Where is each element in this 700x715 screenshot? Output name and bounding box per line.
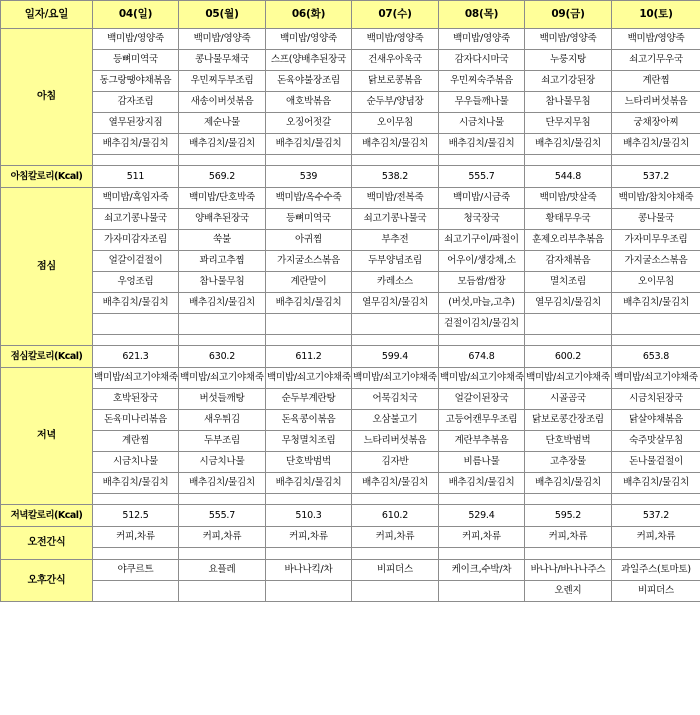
menu-cell: 닭보로콩볶음 bbox=[352, 71, 439, 92]
calorie-value: 611.2 bbox=[266, 346, 352, 368]
menu-cell: 쑥불 bbox=[179, 230, 266, 251]
menu-cell bbox=[93, 314, 179, 335]
header-day: 04(일) bbox=[93, 1, 179, 29]
menu-cell: 백미밥/쇠고기야채죽 bbox=[179, 368, 266, 389]
empty-cell bbox=[439, 494, 525, 505]
menu-cell: 백미밥/맛살죽 bbox=[525, 188, 612, 209]
menu-cell: 애호박볶음 bbox=[266, 92, 352, 113]
menu-cell: 열무김치/물김치 bbox=[352, 293, 439, 314]
menu-cell: 백미밥/쇠고기야채죽 bbox=[266, 368, 352, 389]
menu-cell: 백미밥/참치야채죽 bbox=[612, 188, 700, 209]
menu-cell bbox=[352, 314, 439, 335]
empty-cell bbox=[439, 335, 525, 346]
menu-cell: 백미밥/영양죽 bbox=[266, 29, 352, 50]
menu-cell: 감자조림 bbox=[93, 92, 179, 113]
snack-cell bbox=[93, 581, 179, 602]
menu-cell: 백미밥/전복죽 bbox=[352, 188, 439, 209]
menu-cell: 단무지무침 bbox=[525, 113, 612, 134]
menu-cell: 쇠고기콩나물국 bbox=[93, 209, 179, 230]
menu-cell: 숙주맛살무침 bbox=[612, 431, 700, 452]
menu-cell: 돈육미나리볶음 bbox=[93, 410, 179, 431]
menu-cell: 순두부계란탕 bbox=[266, 389, 352, 410]
calorie-value: 512.5 bbox=[93, 505, 179, 527]
menu-cell: 배추김치/물김치 bbox=[266, 134, 352, 155]
menu-cell: 배추김치/물김치 bbox=[525, 134, 612, 155]
calorie-label: 저녁칼로리(Kcal) bbox=[1, 505, 93, 527]
menu-cell: 백미밥/영양죽 bbox=[612, 29, 700, 50]
menu-cell: 얼갈이된장국 bbox=[439, 389, 525, 410]
menu-cell: 시금치나물 bbox=[439, 113, 525, 134]
menu-cell: 열무된장지짐 bbox=[93, 113, 179, 134]
menu-cell: 쇠고기콩나물국 bbox=[352, 209, 439, 230]
menu-cell: 비름나물 bbox=[439, 452, 525, 473]
menu-cell: 백미밥/쇠고기야채죽 bbox=[439, 368, 525, 389]
snack-cell: 커피,차류 bbox=[352, 527, 439, 548]
calorie-value: 610.2 bbox=[352, 505, 439, 527]
menu-cell: 닭보로콩간장조림 bbox=[525, 410, 612, 431]
menu-cell: 배추김치/물김치 bbox=[93, 293, 179, 314]
menu-cell: 어우이/생강채,소 bbox=[439, 251, 525, 272]
menu-cell: 감자다시마국 bbox=[439, 50, 525, 71]
empty-cell bbox=[525, 335, 612, 346]
empty-cell bbox=[352, 548, 439, 560]
header-day: 08(목) bbox=[439, 1, 525, 29]
pm-snack-label: 오후간식 bbox=[1, 560, 93, 602]
snack-cell: 바나나/바나나주스 bbox=[525, 560, 612, 581]
menu-cell: 순두부/양념장 bbox=[352, 92, 439, 113]
menu-cell: 감자채볶음 bbox=[525, 251, 612, 272]
menu-cell: (버섯,마늘,고추) bbox=[439, 293, 525, 314]
snack-cell: 비피더스 bbox=[352, 560, 439, 581]
menu-cell: 배추김치/물김치 bbox=[612, 473, 700, 494]
menu-cell: 배추김치/물김치 bbox=[179, 134, 266, 155]
menu-cell: 가지굴소스볶음 bbox=[266, 251, 352, 272]
menu-cell: 오삼불고기 bbox=[352, 410, 439, 431]
calorie-value: 600.2 bbox=[525, 346, 612, 368]
header-day: 10(토) bbox=[612, 1, 700, 29]
menu-cell: 겉절이김치/물김치 bbox=[439, 314, 525, 335]
menu-cell: 콩나물국 bbox=[612, 209, 700, 230]
menu-cell: 스프(양배추된장국 bbox=[266, 50, 352, 71]
snack-cell: 비피더스 bbox=[612, 581, 700, 602]
menu-cell: 계란말이 bbox=[266, 272, 352, 293]
calorie-value: 537.2 bbox=[612, 505, 700, 527]
menu-cell: 궁채장아찌 bbox=[612, 113, 700, 134]
menu-cell: 고추장물 bbox=[525, 452, 612, 473]
empty-cell bbox=[93, 155, 179, 166]
menu-cell: 쇠고기구이/파절이 bbox=[439, 230, 525, 251]
menu-cell: 황태무우국 bbox=[525, 209, 612, 230]
calorie-value: 653.8 bbox=[612, 346, 700, 368]
empty-cell bbox=[179, 494, 266, 505]
menu-cell: 고등어캔무우조림 bbox=[439, 410, 525, 431]
menu-cell: 꽈리고추찜 bbox=[179, 251, 266, 272]
menu-cell: 시금치나물 bbox=[179, 452, 266, 473]
empty-cell bbox=[352, 494, 439, 505]
menu-cell: 계란찜 bbox=[93, 431, 179, 452]
menu-cell: 모듬쌈/쌈장 bbox=[439, 272, 525, 293]
menu-cell: 닭살야채볶음 bbox=[612, 410, 700, 431]
calorie-value: 569.2 bbox=[179, 166, 266, 188]
empty-cell bbox=[439, 548, 525, 560]
menu-cell: 두부조림 bbox=[179, 431, 266, 452]
snack-cell: 오렌지 bbox=[525, 581, 612, 602]
menu-cell: 백미밥/흑임자죽 bbox=[93, 188, 179, 209]
header-date-day-label: 일자/요일 bbox=[1, 1, 93, 29]
menu-cell: 백미밥/쇠고기야채죽 bbox=[525, 368, 612, 389]
calorie-value: 630.2 bbox=[179, 346, 266, 368]
menu-cell: 배추김치/물김치 bbox=[525, 473, 612, 494]
menu-cell: 배추김치/물김치 bbox=[179, 293, 266, 314]
menu-cell: 우엉조림 bbox=[93, 272, 179, 293]
menu-cell: 배추김치/물김치 bbox=[266, 473, 352, 494]
calorie-value: 555.7 bbox=[179, 505, 266, 527]
menu-cell: 배추김치/물김치 bbox=[612, 134, 700, 155]
calorie-value: 621.3 bbox=[93, 346, 179, 368]
menu-cell: 참나물무침 bbox=[179, 272, 266, 293]
menu-table-body bbox=[1, 1, 700, 602]
menu-cell: 청국장국 bbox=[439, 209, 525, 230]
empty-cell bbox=[93, 494, 179, 505]
menu-cell: 시골곰국 bbox=[525, 389, 612, 410]
menu-cell bbox=[612, 314, 700, 335]
menu-cell: 멸치조림 bbox=[525, 272, 612, 293]
menu-cell: 우민찌숙주볶음 bbox=[439, 71, 525, 92]
calorie-value: 537.2 bbox=[612, 166, 700, 188]
empty-cell bbox=[266, 548, 352, 560]
menu-cell: 백미밥/영양죽 bbox=[93, 29, 179, 50]
calorie-value: 595.2 bbox=[525, 505, 612, 527]
empty-cell bbox=[612, 335, 700, 346]
menu-cell: 무우들깨나물 bbox=[439, 92, 525, 113]
menu-cell: 백미밥/영양죽 bbox=[179, 29, 266, 50]
menu-cell: 배추김치/물김치 bbox=[612, 293, 700, 314]
empty-cell bbox=[266, 155, 352, 166]
empty-cell bbox=[352, 335, 439, 346]
empty-cell bbox=[93, 548, 179, 560]
calorie-value: 539 bbox=[266, 166, 352, 188]
menu-cell: 얼갈이겉절이 bbox=[93, 251, 179, 272]
menu-cell: 단호박범벅 bbox=[266, 452, 352, 473]
empty-cell bbox=[179, 335, 266, 346]
empty-cell bbox=[525, 494, 612, 505]
menu-cell: 단호박범벅 bbox=[525, 431, 612, 452]
snack-cell: 커피,차류 bbox=[93, 527, 179, 548]
menu-cell: 돈나물겉절이 bbox=[612, 452, 700, 473]
menu-cell: 돈육야불장조림 bbox=[266, 71, 352, 92]
menu-cell: 김자반 bbox=[352, 452, 439, 473]
menu-cell: 누룽지탕 bbox=[525, 50, 612, 71]
menu-cell: 부추전 bbox=[352, 230, 439, 251]
menu-cell: 쇠고기무우국 bbox=[612, 50, 700, 71]
menu-cell: 오이무침 bbox=[612, 272, 700, 293]
menu-cell: 백미밥/단호박죽 bbox=[179, 188, 266, 209]
menu-cell: 오이무침 bbox=[352, 113, 439, 134]
empty-cell bbox=[179, 155, 266, 166]
menu-cell: 계란부추볶음 bbox=[439, 431, 525, 452]
menu-cell bbox=[266, 314, 352, 335]
calorie-value: 511 bbox=[93, 166, 179, 188]
menu-cell: 백미밥/쇠고기야채죽 bbox=[93, 368, 179, 389]
menu-cell: 가지굴소스볶음 bbox=[612, 251, 700, 272]
snack-cell: 커피,차류 bbox=[612, 527, 700, 548]
meal-label: 점심 bbox=[1, 188, 93, 346]
menu-cell: 오징어젓갈 bbox=[266, 113, 352, 134]
menu-cell: 시금치된장국 bbox=[612, 389, 700, 410]
snack-cell bbox=[439, 581, 525, 602]
menu-cell: 등뼈미역국 bbox=[266, 209, 352, 230]
menu-cell: 백미밥/쇠고기야채죽 bbox=[352, 368, 439, 389]
calorie-label: 아침칼로리(Kcal) bbox=[1, 166, 93, 188]
snack-cell: 커피,차류 bbox=[439, 527, 525, 548]
empty-cell bbox=[266, 494, 352, 505]
empty-cell bbox=[525, 155, 612, 166]
empty-cell bbox=[352, 155, 439, 166]
menu-cell: 돈육콩이볶음 bbox=[266, 410, 352, 431]
header-day: 06(화) bbox=[266, 1, 352, 29]
menu-cell: 건새우아욱국 bbox=[352, 50, 439, 71]
menu-cell: 배추김치/물김치 bbox=[93, 473, 179, 494]
snack-cell bbox=[266, 581, 352, 602]
menu-cell: 아귀찜 bbox=[266, 230, 352, 251]
menu-cell: 배추김치/물김치 bbox=[179, 473, 266, 494]
snack-cell: 케이크,수박/차 bbox=[439, 560, 525, 581]
menu-cell: 배추김치/물김치 bbox=[352, 473, 439, 494]
calorie-value: 599.4 bbox=[352, 346, 439, 368]
menu-cell: 호박된장국 bbox=[93, 389, 179, 410]
calorie-value: 544.8 bbox=[525, 166, 612, 188]
menu-cell bbox=[179, 314, 266, 335]
meal-label: 아침 bbox=[1, 29, 93, 166]
menu-cell: 백미밥/영양죽 bbox=[352, 29, 439, 50]
calorie-value: 529.4 bbox=[439, 505, 525, 527]
menu-cell: 백미밥/옥수수죽 bbox=[266, 188, 352, 209]
menu-cell: 참나물무침 bbox=[525, 92, 612, 113]
menu-cell: 백미밥/쇠고기야채죽 bbox=[612, 368, 700, 389]
snack-cell bbox=[179, 581, 266, 602]
menu-cell: 가자미무우조림 bbox=[612, 230, 700, 251]
menu-cell: 배추김치/물김치 bbox=[439, 134, 525, 155]
snack-cell: 야쿠르트 bbox=[93, 560, 179, 581]
menu-cell: 우민찌두부조림 bbox=[179, 71, 266, 92]
header-day: 09(금) bbox=[525, 1, 612, 29]
menu-cell: 양배추된장국 bbox=[179, 209, 266, 230]
empty-cell bbox=[93, 335, 179, 346]
header-day: 05(월) bbox=[179, 1, 266, 29]
empty-cell bbox=[439, 155, 525, 166]
empty-cell bbox=[612, 494, 700, 505]
snack-cell: 요플레 bbox=[179, 560, 266, 581]
menu-cell: 백미밥/영양죽 bbox=[525, 29, 612, 50]
menu-cell: 두부양념조림 bbox=[352, 251, 439, 272]
menu-cell: 훈제오리부추볶음 bbox=[525, 230, 612, 251]
menu-cell: 배추김치/물김치 bbox=[93, 134, 179, 155]
empty-cell bbox=[612, 548, 700, 560]
empty-cell bbox=[612, 155, 700, 166]
calorie-value: 538.2 bbox=[352, 166, 439, 188]
empty-cell bbox=[525, 548, 612, 560]
menu-cell: 새우튀김 bbox=[179, 410, 266, 431]
menu-cell bbox=[525, 314, 612, 335]
calorie-value: 674.8 bbox=[439, 346, 525, 368]
empty-cell bbox=[179, 548, 266, 560]
empty-cell bbox=[266, 335, 352, 346]
menu-cell: 배추김치/물김치 bbox=[266, 293, 352, 314]
menu-cell: 제순나물 bbox=[179, 113, 266, 134]
menu-cell: 카레소스 bbox=[352, 272, 439, 293]
snack-cell: 커피,차류 bbox=[179, 527, 266, 548]
menu-cell: 새송이버섯볶음 bbox=[179, 92, 266, 113]
snack-cell: 커피,차류 bbox=[266, 527, 352, 548]
snack-cell bbox=[352, 581, 439, 602]
menu-cell: 등뼈미역국 bbox=[93, 50, 179, 71]
snack-cell: 바나나킥/차 bbox=[266, 560, 352, 581]
menu-cell: 백미밥/영양죽 bbox=[439, 29, 525, 50]
menu-cell: 가자미감자조림 bbox=[93, 230, 179, 251]
menu-cell: 무청멸치조림 bbox=[266, 431, 352, 452]
snack-cell: 과일주스(토마토) bbox=[612, 560, 700, 581]
menu-cell: 느타리버섯볶음 bbox=[352, 431, 439, 452]
menu-cell: 쇠고기강된장 bbox=[525, 71, 612, 92]
calorie-value: 510.3 bbox=[266, 505, 352, 527]
menu-cell: 백미밥/시금죽 bbox=[439, 188, 525, 209]
calorie-value: 555.7 bbox=[439, 166, 525, 188]
menu-cell: 시금치나물 bbox=[93, 452, 179, 473]
menu-cell: 계란찜 bbox=[612, 71, 700, 92]
header-day: 07(수) bbox=[352, 1, 439, 29]
snack-cell: 커피,차류 bbox=[525, 527, 612, 548]
meal-label: 저녁 bbox=[1, 368, 93, 505]
menu-cell: 어묵김치국 bbox=[352, 389, 439, 410]
menu-cell: 느타리버섯볶음 bbox=[612, 92, 700, 113]
menu-cell: 배추김치/물김치 bbox=[352, 134, 439, 155]
menu-cell: 콩나물무채국 bbox=[179, 50, 266, 71]
am-snack-label: 오전간식 bbox=[1, 527, 93, 560]
menu-cell: 열무김치/물김치 bbox=[525, 293, 612, 314]
menu-cell: 동그랑땡야채볶음 bbox=[93, 71, 179, 92]
menu-cell: 배추김치/물김치 bbox=[439, 473, 525, 494]
menu-cell: 버섯들깨탕 bbox=[179, 389, 266, 410]
calorie-label: 점심칼로리(Kcal) bbox=[1, 346, 93, 368]
